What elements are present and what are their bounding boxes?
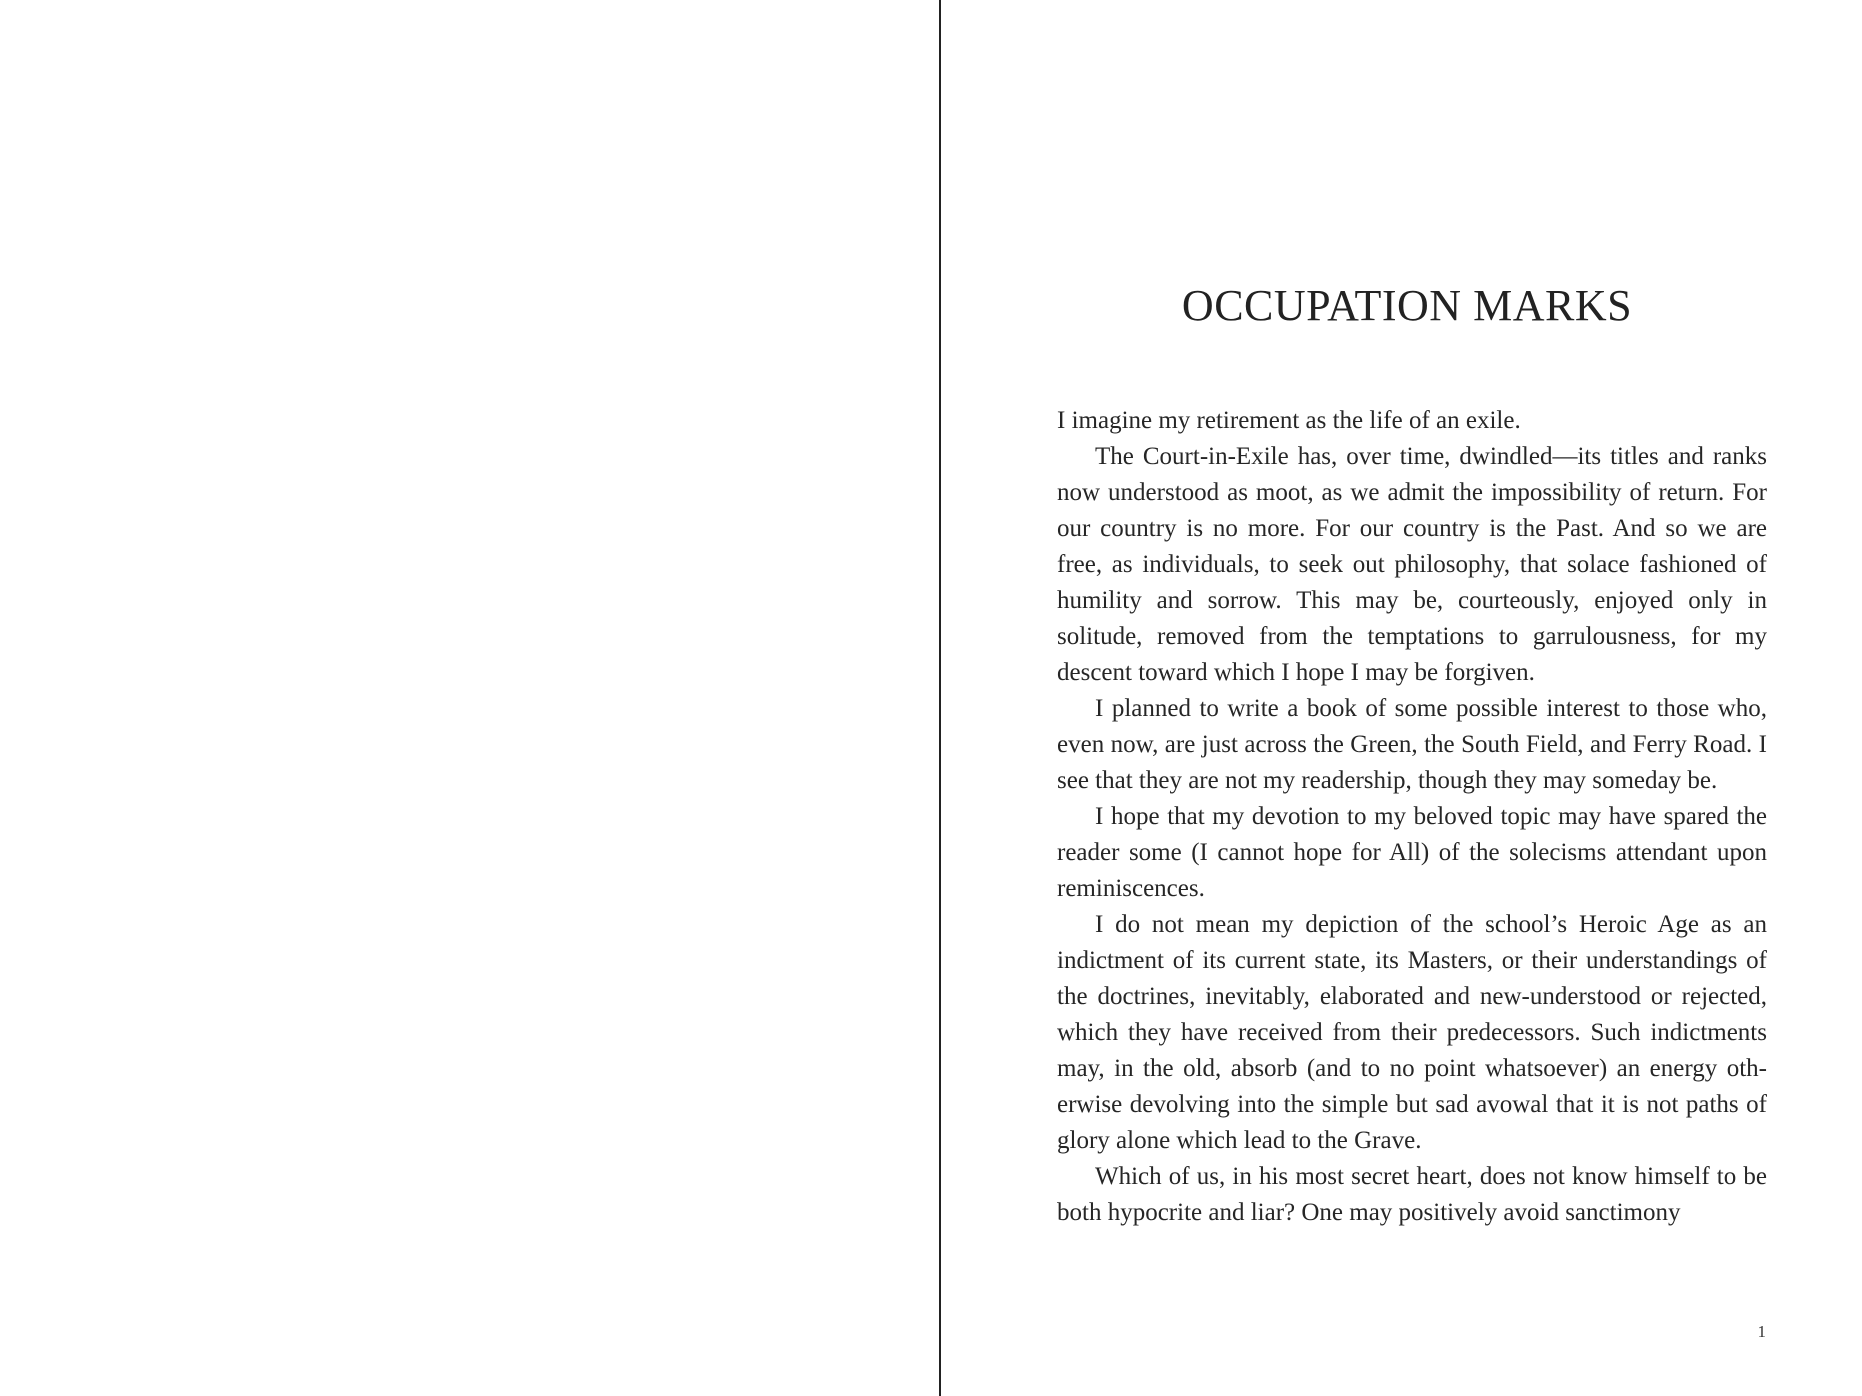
chapter-title: OCCUPATION MARKS [1181, 281, 1633, 330]
right-page [941, 0, 1862, 1396]
paragraph-3: I planned to write a book of some possible interest to those who, even now, are just across the Green, the South Field, and Ferry Road. I see that they are not my readership, though they may someday be. [1057, 695, 1767, 794]
paragraph-4: I hope that my devotion to my beloved topic may have spared the reader some (I cannot hope for All) of the solecisms attendant upon reminiscences. [1057, 803, 1767, 902]
paragraph-2: The Court-in-Exile has, over time, dwindled—its titles and ranks now understood as moot, as we admit the impossibility of return. For our country is no more. For our country is the Past. And so we are free, as individuals, to seek out philosophy, that solace fashioned of humility and sorrow. This may be, courteously, enjoyed only in solitude, removed from the temptations to garrulousness, for my descent toward which I hope I may be forgiven. [1057, 443, 1767, 686]
body-text [1057, 403, 1767, 1231]
paragraph-6: Which of us, in his most secret heart, does not know himself to be both hypocrite and liar? One may positively avoid sanctimony [1057, 1163, 1767, 1226]
page-number: 1 [1757, 1322, 1766, 1341]
paragraph-5: I do not mean my depiction of the school’s Heroic Age as an indictment of its current state, its Masters, or their understandings of the doctrines, inevitably, elaborated and new-understood or rejected, which they have received from their predecessors. Such indictments may, in the old, absorb (and to no point whatsoever) an energy otherwise devolving into the simple but sad avowal that it is not paths of glory alone which lead to the Grave. [1057, 911, 1767, 1154]
paragraph-1: I imagine my retirement as the life of an exile. [1057, 407, 1521, 434]
